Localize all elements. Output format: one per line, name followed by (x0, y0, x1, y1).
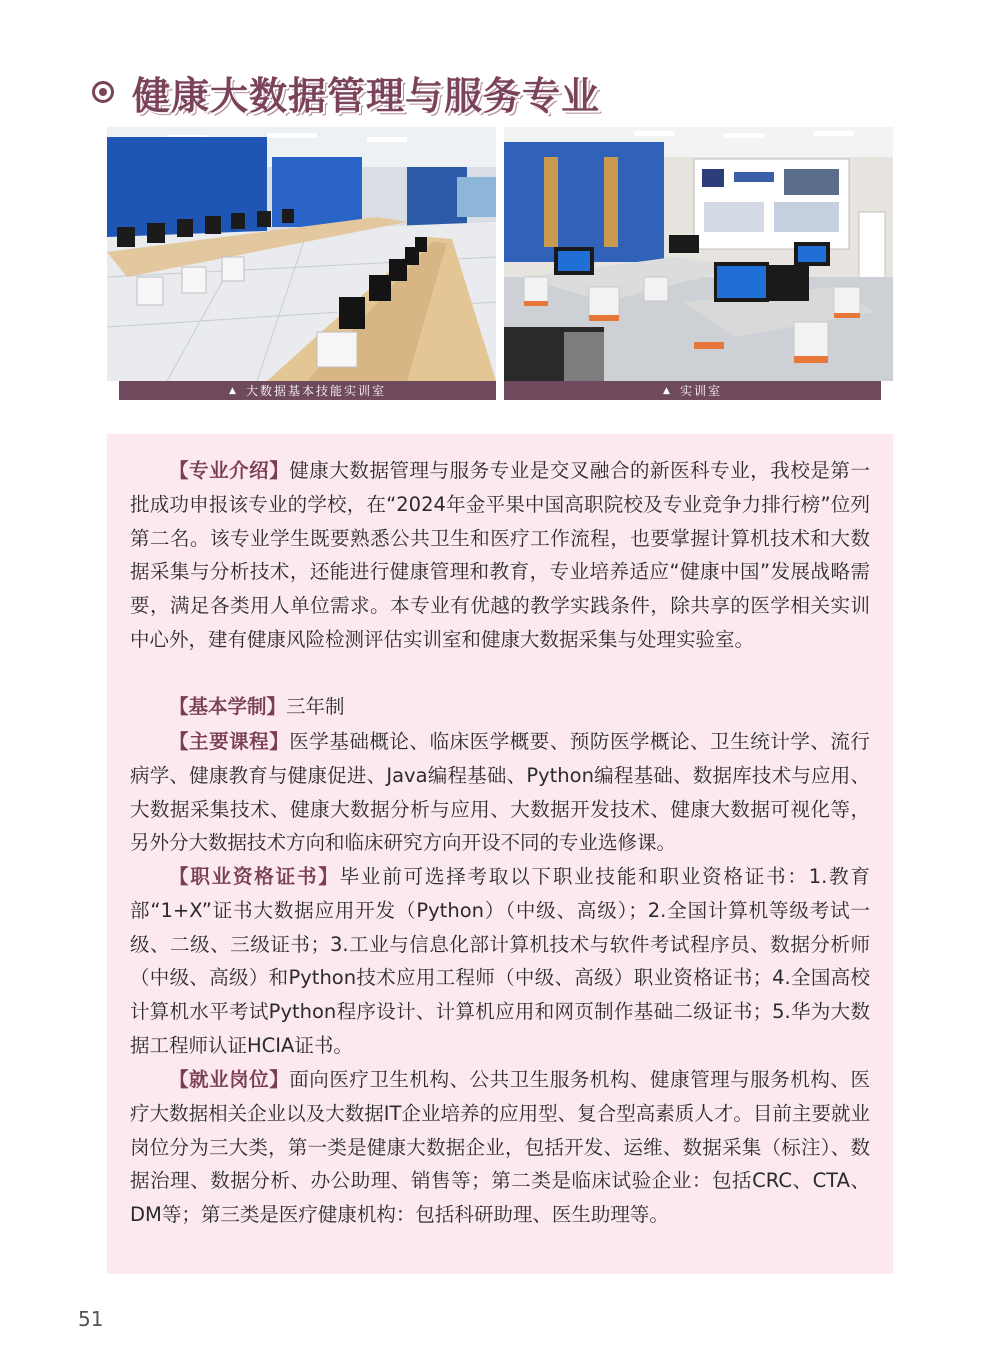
section-intro (130, 454, 870, 657)
section-careers (130, 1063, 870, 1232)
section-text: 健康大数据管理与服务专业是交叉融合的新医科专业，我校是第一批成功申报该专业的学校，在“2024年金平果中国高职院校及专业竞争力排行榜”位列第二名。该专业学生既要熟悉公共卫生和医疗工作流程，也要掌握计算机技术和大数据采集与分析技术，还能进行健康管理和教育，专业培养适应“健康中国”发展战略需要，满足各类用人单位需求。本专业有优越的教学实践条件，除共享的医学相关实训中心外，建有健康风险检测评估实训室和健康大数据采集与处理实验室。 (130, 459, 870, 651)
lab-photo-training-room (504, 127, 893, 381)
section-text: 面向医疗卫生机构、公共卫生服务机构、健康管理与服务机构、医疗大数据相关企业以及大数据IT企业培养的应用型、复合型高素质人才。目前主要就业岗位分为三大类，第一类是健康大数据企业，包括开发、运维、数据采集（标注）、数据治理、数据分析、办公助理、销售等；第二类是临床试验企业：包括CRC、CTA、DM等；第三类是医疗健康机构：包括科研助理、医生助理等。 (130, 1068, 870, 1227)
section-duration (130, 690, 870, 724)
section-text: 医学基础概论、临床医学概要、预防医学概论、卫生统计学、流行病学、健康教育与健康促进、Java编程基础、Python编程基础、数据库技术与应用、大数据采集技术、健康大数据分析与应用、大数据开发技术、健康大数据可视化等，另外分大数据技术方向和临床研究方向开设不同的专业选修课。 (130, 730, 870, 855)
photo-caption-text: 大数据基本技能实训室 (245, 384, 386, 398)
section-certificates (130, 860, 870, 1063)
triangle-up-icon: ▲ (229, 385, 238, 396)
section-text: 三年制 (286, 695, 345, 718)
section-heading: 【职业资格证书】 (169, 865, 340, 888)
section-heading: 【主要课程】 (169, 730, 290, 753)
photo-caption-right (504, 381, 881, 400)
page-title: 健康大数据管理与服务专业 (132, 72, 601, 118)
circle-bullet-icon (92, 81, 114, 103)
section-courses (130, 725, 870, 860)
photo-caption-text: 实训室 (679, 384, 722, 398)
section-text: 毕业前可选择考取以下职业技能和职业资格证书：1.教育部“1+X”证书大数据应用开发（Python）（中级、高级）；2.全国计算机等级考试一级、二级、三级证书；3.工业与信息化部计算机技术与软件考试程序员、数据分析师（中级、高级）和Python技术应用工程师（中级、高级）职业资格证书；4.全国高校计算机水平考试Python程序设计、计算机应用和网页制作基础二级证书；5.华为大数据工程师认证HCIA证书。 (130, 865, 870, 1057)
section-heading: 【基本学制】 (169, 695, 287, 718)
page-number: 51 (78, 1307, 104, 1331)
lab-photo-big-data (107, 127, 496, 381)
section-heading: 【专业介绍】 (169, 459, 290, 482)
section-heading: 【就业岗位】 (169, 1068, 290, 1091)
triangle-up-icon: ▲ (663, 385, 672, 396)
section-header (92, 62, 600, 122)
photo-caption-left (119, 381, 496, 400)
